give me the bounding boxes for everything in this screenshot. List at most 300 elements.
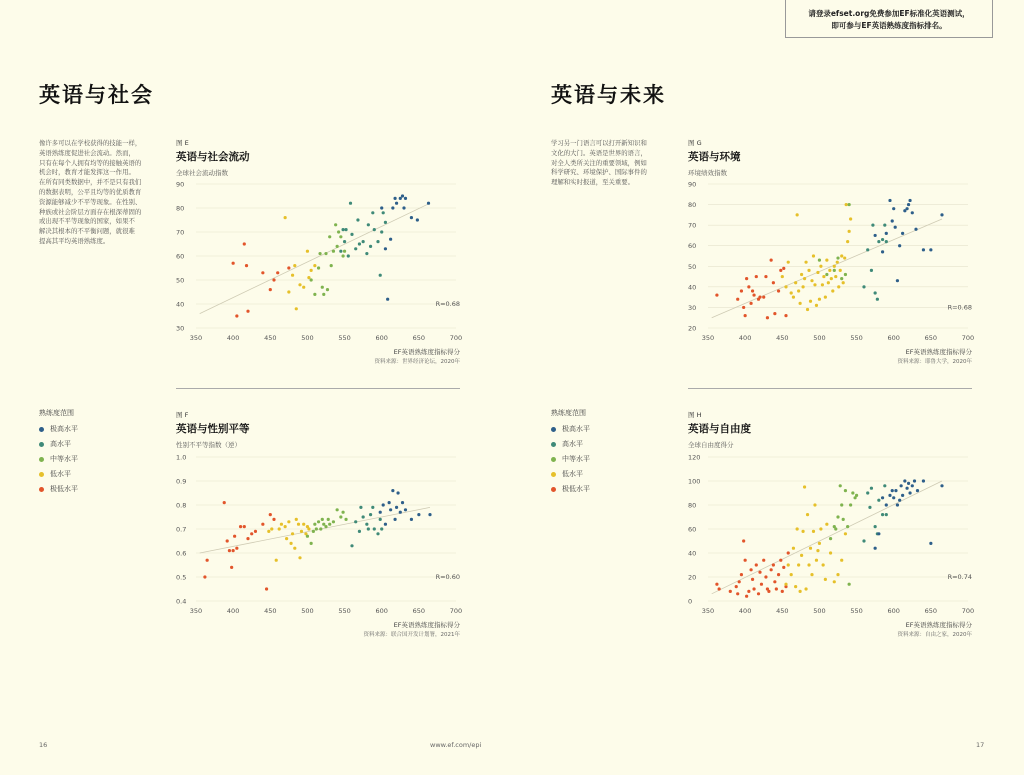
data-point: [911, 211, 914, 214]
data-point: [922, 479, 925, 482]
data-point: [302, 523, 305, 526]
data-point: [781, 590, 784, 593]
data-point: [803, 277, 806, 280]
data-point: [343, 250, 346, 253]
data-point: [824, 296, 827, 299]
x-tick-label: 450: [264, 334, 277, 342]
data-point: [851, 491, 854, 494]
data-point: [391, 489, 394, 492]
data-point: [324, 525, 327, 528]
data-point: [243, 242, 246, 245]
data-point: [752, 293, 755, 296]
source-label: 资料来源：耶鲁大学，2020年: [897, 359, 972, 365]
trend-line: [200, 203, 430, 313]
data-point: [334, 223, 337, 226]
data-point: [885, 503, 888, 506]
data-point: [347, 254, 350, 257]
data-point: [801, 285, 804, 288]
data-point: [744, 559, 747, 562]
data-point: [874, 234, 877, 237]
data-point: [313, 264, 316, 267]
x-tick-label: 600: [887, 334, 900, 342]
data-point: [885, 513, 888, 516]
data-point: [747, 285, 750, 288]
data-point: [362, 240, 365, 243]
data-point: [278, 527, 281, 530]
data-point: [261, 271, 264, 274]
y-tick-label: 60: [688, 525, 697, 534]
data-point: [742, 539, 745, 542]
data-point: [844, 273, 847, 276]
data-point: [740, 573, 743, 576]
data-point: [834, 275, 837, 278]
data-point: [849, 503, 852, 506]
legend-dot-icon: [551, 472, 556, 477]
x-tick-label: 600: [375, 607, 388, 615]
y-tick-label: 0.8: [176, 501, 187, 510]
data-point: [807, 563, 810, 566]
data-point: [816, 271, 819, 274]
data-point: [866, 248, 869, 251]
legend-label: 极高水平: [50, 425, 78, 433]
data-point: [810, 573, 813, 576]
data-point: [764, 275, 767, 278]
data-point: [336, 245, 339, 248]
data-point: [881, 238, 884, 241]
data-point: [312, 530, 315, 533]
data-point: [715, 293, 718, 296]
data-point: [354, 247, 357, 250]
footer-url[interactable]: www.ef.com/epi: [430, 741, 482, 749]
data-point: [328, 523, 331, 526]
data-point: [819, 265, 822, 268]
data-point: [379, 274, 382, 277]
data-point: [280, 523, 283, 526]
legend-label: 极低水平: [562, 485, 590, 493]
data-point: [297, 523, 300, 526]
data-point: [389, 508, 392, 511]
legend-label: 低水平: [562, 470, 583, 478]
data-point: [395, 202, 398, 205]
figure-h-title: 英语与自由度: [688, 423, 751, 435]
x-axis-label: EF英语熟练度指标得分: [393, 348, 460, 356]
data-point: [940, 484, 943, 487]
legend-item: [39, 453, 78, 465]
data-point: [840, 254, 843, 257]
data-point: [291, 532, 294, 535]
data-point: [272, 518, 275, 521]
legend-label: 极低水平: [50, 485, 78, 493]
data-point: [779, 269, 782, 272]
data-point: [818, 542, 821, 545]
data-point: [849, 217, 852, 220]
y-tick-label: 90: [176, 180, 185, 189]
right-body-text: [551, 139, 681, 188]
figure-h-ylabel: 全球自由度得分: [688, 441, 734, 449]
data-point: [888, 494, 891, 497]
data-point: [715, 583, 718, 586]
data-point: [815, 304, 818, 307]
x-tick-label: 500: [301, 334, 314, 342]
chart-h-scatter: [688, 453, 978, 643]
trend-line: [200, 507, 430, 553]
x-tick-label: 700: [449, 607, 463, 615]
data-point: [319, 527, 322, 530]
right-body-line: 科学研究、环境保护、国际事件的: [551, 168, 647, 177]
data-point: [896, 279, 899, 282]
r-value-label: R=0.74: [947, 573, 972, 581]
data-point: [417, 513, 420, 516]
y-tick-label: 30: [688, 303, 697, 312]
data-point: [235, 314, 238, 317]
data-point: [842, 518, 845, 521]
legend-item: [39, 438, 71, 450]
x-tick-label: 400: [226, 607, 240, 615]
x-tick-label: 700: [449, 334, 463, 342]
y-tick-label: 70: [176, 228, 185, 237]
data-point: [758, 296, 761, 299]
data-point: [386, 298, 389, 301]
data-point: [840, 503, 843, 506]
legend-label: 极高水平: [562, 425, 590, 433]
data-point: [341, 254, 344, 257]
data-point: [330, 264, 333, 267]
left-body-line: 英语熟练度促进社会流动。然而，: [39, 148, 135, 157]
data-point: [898, 244, 901, 247]
data-point: [310, 278, 313, 281]
data-point: [380, 206, 383, 209]
data-point: [828, 269, 831, 272]
data-point: [888, 199, 891, 202]
data-point: [846, 525, 849, 528]
y-tick-label: 80: [688, 201, 697, 210]
figure-g-title: 英语与环境: [688, 151, 741, 163]
data-point: [855, 494, 858, 497]
data-point: [810, 279, 813, 282]
data-point: [404, 197, 407, 200]
figure-e-ylabel: 全球社会流动指数: [176, 169, 228, 177]
data-point: [825, 523, 828, 526]
data-point: [862, 285, 865, 288]
data-point: [833, 580, 836, 583]
data-point: [800, 554, 803, 557]
data-point: [232, 549, 235, 552]
data-point: [877, 532, 880, 535]
data-point: [806, 308, 809, 311]
data-point: [362, 515, 365, 518]
right-body-line: 学习另一门语言可以打开新知识和: [551, 139, 647, 147]
data-point: [246, 310, 249, 313]
data-point: [913, 479, 916, 482]
data-point: [848, 203, 851, 206]
data-point: [359, 506, 362, 509]
data-point: [389, 238, 392, 241]
data-point: [287, 520, 290, 523]
data-point: [891, 489, 894, 492]
data-point: [228, 549, 231, 552]
data-point: [757, 592, 760, 595]
y-tick-label: 50: [688, 262, 697, 271]
data-point: [239, 525, 242, 528]
data-point: [344, 518, 347, 521]
right-body-line: 对全人类所关注的重要领域，例如: [551, 158, 647, 167]
x-tick-label: 450: [776, 334, 789, 342]
data-point: [369, 245, 372, 248]
divider-right: [688, 388, 972, 389]
data-point: [758, 571, 761, 574]
data-point: [871, 224, 874, 227]
source-label: 资料来源：自由之家，2020年: [897, 632, 972, 638]
data-point: [321, 286, 324, 289]
data-point: [796, 527, 799, 530]
data-point: [784, 314, 787, 317]
data-point: [796, 213, 799, 216]
data-point: [399, 197, 402, 200]
data-point: [291, 274, 294, 277]
data-point: [892, 496, 895, 499]
y-tick-label: 90: [688, 180, 697, 189]
data-point: [343, 240, 346, 243]
promo-line-2: 即可参与EF英语熟练度指标排名。: [831, 21, 947, 30]
left-body-line: 只有在每个人拥有均等的接触英语的: [39, 158, 142, 167]
data-point: [848, 583, 851, 586]
data-point: [287, 266, 290, 269]
y-tick-label: 120: [688, 453, 701, 462]
y-tick-label: 0.5: [176, 573, 187, 582]
data-point: [250, 532, 253, 535]
left-body-line: 种族或社会阶层方面存在根深蒂固的: [39, 207, 142, 216]
data-point: [749, 568, 752, 571]
data-point: [358, 242, 361, 245]
data-point: [284, 216, 287, 219]
legend-label: 低水平: [50, 470, 71, 478]
data-point: [321, 518, 324, 521]
legend-label: 高水平: [562, 440, 583, 448]
data-point: [327, 518, 330, 521]
data-point: [894, 226, 897, 229]
data-point: [905, 487, 908, 490]
data-point: [787, 261, 790, 264]
data-point: [874, 291, 877, 294]
data-point: [747, 590, 750, 593]
data-point: [287, 290, 290, 293]
data-point: [376, 532, 379, 535]
data-point: [837, 285, 840, 288]
data-point: [284, 525, 287, 528]
data-point: [751, 289, 754, 292]
data-point: [318, 252, 321, 255]
data-point: [395, 506, 398, 509]
data-point: [883, 484, 886, 487]
data-point: [404, 508, 407, 511]
data-point: [388, 501, 391, 504]
data-point: [843, 256, 846, 259]
left-body-line: 的数据表明，公平且均等的优质教育: [39, 187, 142, 196]
data-point: [792, 296, 795, 299]
data-point: [874, 547, 877, 550]
data-point: [740, 289, 743, 292]
data-point: [410, 216, 413, 219]
data-point: [295, 307, 298, 310]
promo-line-1: 请登录efset.org免费参加EF标准化英语测试，: [808, 9, 970, 18]
data-point: [272, 278, 275, 281]
data-point: [911, 484, 914, 487]
legend-item: [551, 483, 590, 495]
data-point: [322, 293, 325, 296]
data-point: [839, 484, 842, 487]
data-point: [773, 580, 776, 583]
data-point: [382, 503, 385, 506]
data-point: [877, 240, 880, 243]
legend-dot-icon: [39, 442, 44, 447]
data-point: [332, 520, 335, 523]
data-point: [797, 563, 800, 566]
data-point: [428, 513, 431, 516]
left-body-line: 解决其根本的不平衡问题，就很难: [39, 227, 135, 236]
x-tick-label: 550: [850, 334, 863, 342]
left-body-line: 机会时，教育才能发挥这一作用。: [39, 168, 135, 177]
data-point: [317, 266, 320, 269]
data-point: [736, 592, 739, 595]
x-tick-label: 500: [813, 334, 826, 342]
left-body-line: 像许多可以在学校获得的技能一样，: [39, 139, 142, 147]
data-point: [326, 288, 329, 291]
figure-f-title: 英语与性别平等: [176, 423, 250, 435]
x-axis-label: EF英语熟练度指标得分: [905, 621, 972, 629]
x-tick-label: 700: [961, 334, 975, 342]
data-point: [369, 513, 372, 516]
data-point: [344, 228, 347, 231]
data-point: [766, 316, 769, 319]
data-point: [371, 506, 374, 509]
data-point: [794, 585, 797, 588]
data-point: [812, 530, 815, 533]
data-point: [907, 482, 910, 485]
data-point: [894, 489, 897, 492]
data-point: [804, 587, 807, 590]
data-point: [310, 542, 313, 545]
data-point: [790, 573, 793, 576]
data-point: [767, 590, 770, 593]
x-tick-label: 450: [776, 607, 789, 615]
x-tick-label: 550: [338, 607, 351, 615]
data-point: [365, 523, 368, 526]
data-point: [834, 527, 837, 530]
data-point: [896, 503, 899, 506]
data-point: [914, 228, 917, 231]
legend-label: 中等水平: [50, 455, 78, 463]
data-point: [862, 539, 865, 542]
data-point: [885, 232, 888, 235]
data-point: [813, 503, 816, 506]
legend-item: [551, 438, 583, 450]
page-number-left: 16: [39, 741, 48, 749]
x-tick-label: 350: [701, 334, 715, 342]
data-point: [306, 250, 309, 253]
data-point: [293, 264, 296, 267]
data-point: [337, 230, 340, 233]
data-point: [235, 547, 238, 550]
data-point: [745, 277, 748, 280]
data-point: [233, 535, 236, 538]
data-point: [365, 252, 368, 255]
legend-item: [39, 423, 78, 435]
data-point: [885, 240, 888, 243]
figure-g-ylabel: 环境绩效指数: [688, 169, 727, 177]
x-tick-label: 400: [738, 607, 752, 615]
legend-item: [39, 483, 78, 495]
data-point: [350, 233, 353, 236]
data-point: [384, 523, 387, 526]
data-point: [745, 595, 748, 598]
data-point: [812, 254, 815, 257]
data-point: [892, 207, 895, 210]
data-point: [836, 573, 839, 576]
data-point: [416, 218, 419, 221]
data-point: [825, 259, 828, 262]
y-tick-label: 60: [176, 252, 185, 261]
data-point: [265, 587, 268, 590]
data-point: [922, 248, 925, 251]
data-point: [799, 302, 802, 305]
data-point: [940, 213, 943, 216]
data-point: [752, 587, 755, 590]
data-point: [384, 247, 387, 250]
data-point: [729, 590, 732, 593]
data-point: [332, 250, 335, 253]
data-point: [799, 590, 802, 593]
data-point: [866, 491, 869, 494]
data-point: [755, 275, 758, 278]
left-body-line: 资源能够减少不平等现象。在性别、: [39, 197, 142, 206]
source-label: 资料来源：世界经济论坛，2020年: [374, 359, 460, 365]
x-tick-label: 400: [738, 334, 752, 342]
data-point: [827, 281, 830, 284]
x-tick-label: 500: [813, 607, 826, 615]
y-tick-label: 0.7: [176, 525, 187, 534]
data-point: [777, 289, 780, 292]
legend-dot-icon: [39, 472, 44, 477]
data-point: [744, 314, 747, 317]
r-value-label: R=0.60: [435, 573, 460, 581]
data-point: [833, 265, 836, 268]
left-body-line: 或出现不平等现象的国家，如果不: [39, 217, 135, 226]
y-tick-label: 60: [688, 242, 697, 251]
data-point: [203, 575, 206, 578]
data-point: [764, 575, 767, 578]
right-body-line: 文化的大门。英语是世界的语言，: [551, 148, 647, 157]
data-point: [787, 551, 790, 554]
data-point: [293, 547, 296, 550]
data-point: [790, 291, 793, 294]
data-point: [313, 523, 316, 526]
x-axis-label: EF英语熟练度指标得分: [905, 348, 972, 356]
data-point: [399, 511, 402, 514]
legend-label: 中等水平: [562, 455, 590, 463]
data-point: [269, 513, 272, 516]
x-tick-label: 700: [961, 607, 975, 615]
data-point: [792, 547, 795, 550]
data-point: [243, 525, 246, 528]
legend-dot-icon: [551, 442, 556, 447]
data-point: [339, 515, 342, 518]
data-point: [298, 556, 301, 559]
data-point: [223, 501, 226, 504]
data-point: [206, 559, 209, 562]
data-point: [905, 207, 908, 210]
y-tick-label: 80: [688, 501, 697, 510]
data-point: [310, 269, 313, 272]
